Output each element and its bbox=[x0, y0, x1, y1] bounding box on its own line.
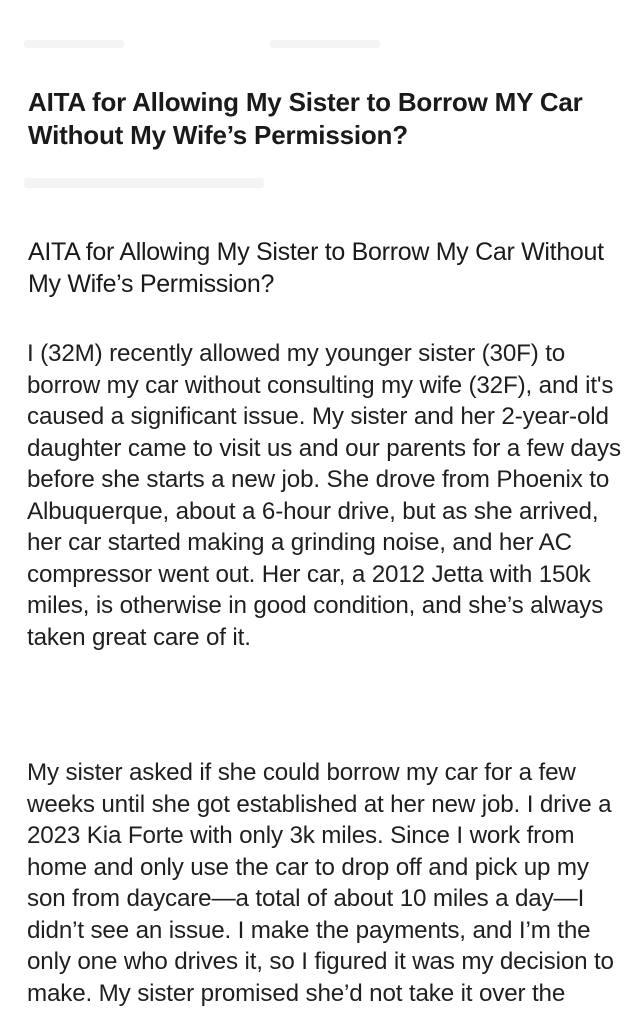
body-title: AITA for Allowing My Sister to Borrow My Car Without My Wife’s Permission? bbox=[28, 238, 604, 298]
faded-divider-strip bbox=[24, 178, 264, 188]
post-title: AITA for Allowing My Sister to Borrow MY Car Without My Wife’s Permission? bbox=[28, 87, 583, 150]
faded-header-strip bbox=[270, 40, 380, 48]
faded-header-strip bbox=[24, 40, 124, 48]
body-paragraph-1: I (32M) recently allowed my younger sister (30F) to borrow my car without consulting my wife (32F), and it's caused a significant issue. My sister and her 2-year-old daughter came to visit us and our parents for a few days before she starts a new job. She drove from Phoenix to Albuquerque, about a 6-hour drive, but as she arrived, her car started making a grinding noise, and her AC compressor went out. Her car, a 2012 Jetta with 150k miles, is otherwise in good condition, and she’s always taken great care of it. bbox=[27, 340, 621, 651]
body-paragraph-2: My sister asked if she could borrow my car for a few weeks until she got established at her new job. I drive a 2023 Kia Forte with only 3k miles. Since I work from home and only use the car to drop off and pick up my son from daycare—a total of about 10 miles a day—I didn’t see an issue. I make the payments, and I’m the only one who drives it, so I figured it was my decision to make. My sister promised she’d not take it over the bbox=[27, 759, 614, 1007]
